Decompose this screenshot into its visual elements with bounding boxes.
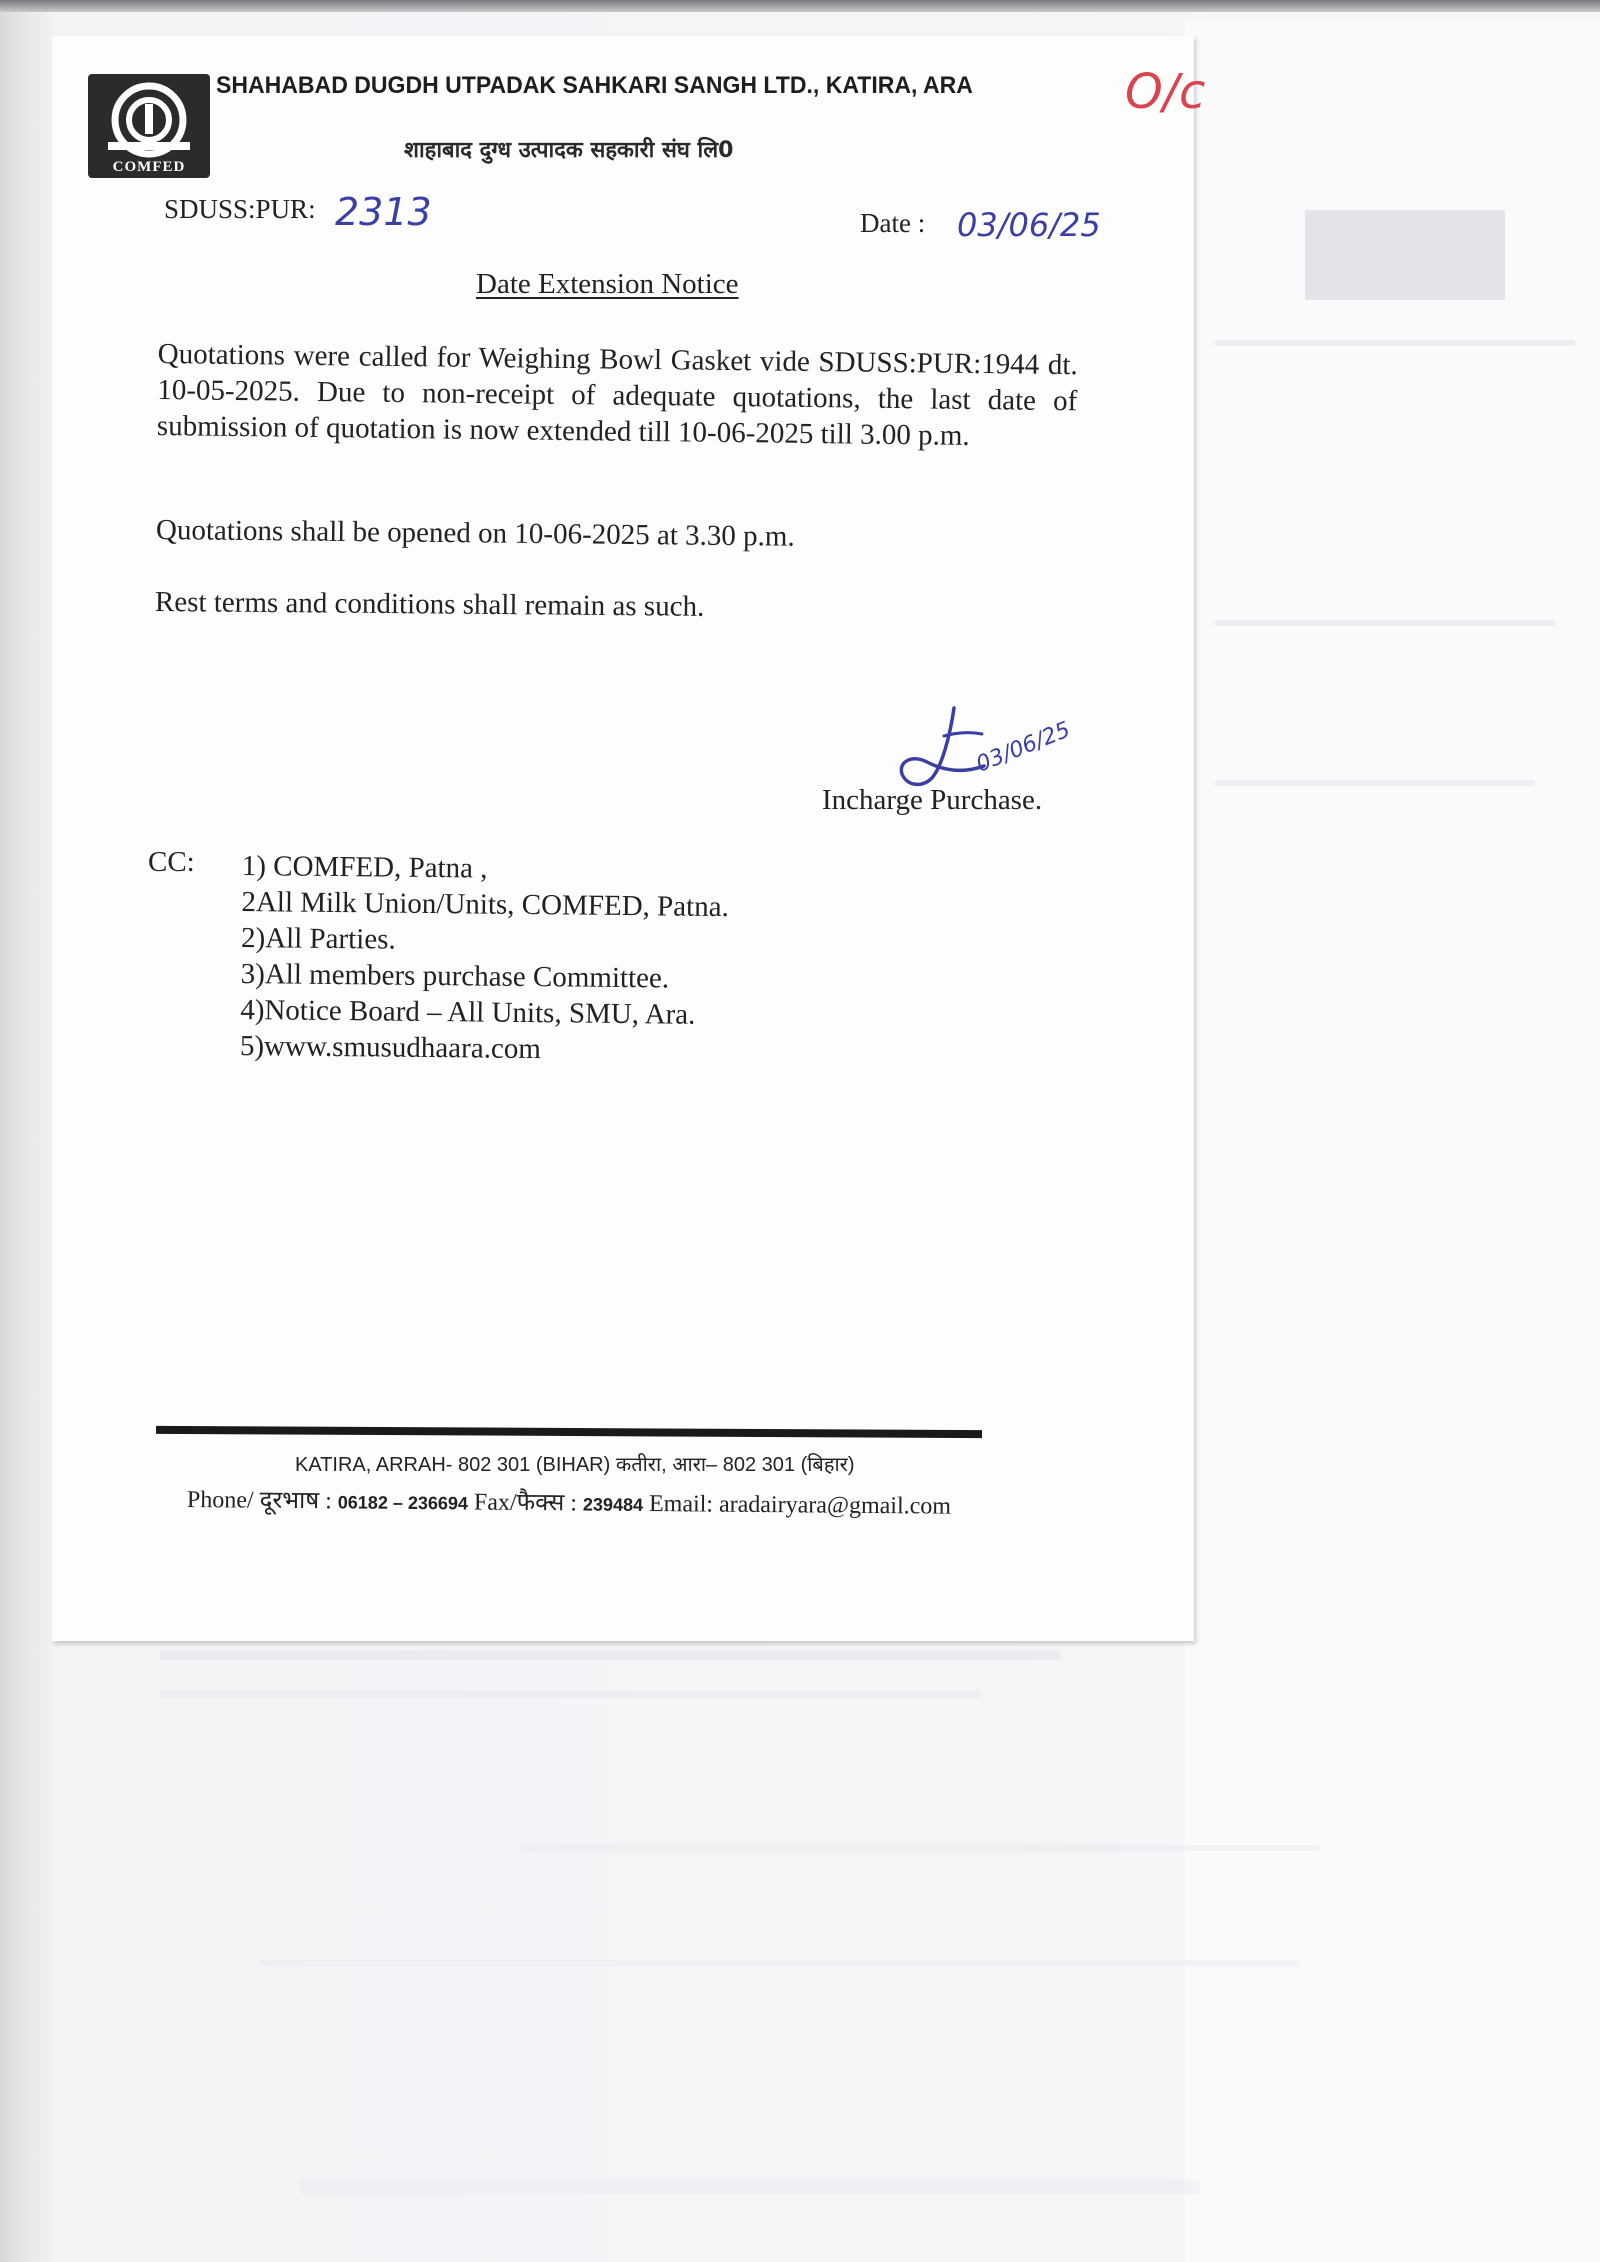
ghost-bleed-line (520, 1845, 1320, 1851)
phone-number: 06182 – 236694 (337, 1492, 469, 1514)
organization-name-hindi: शाहाबाद दुग्ध उत्पादक सहकारी संघ लि0 (404, 138, 734, 163)
cc-item: 2)All Parties. (240, 921, 396, 956)
cc-label: CC: (148, 846, 195, 878)
reference-number: 2313 (335, 190, 432, 234)
comfed-logo (88, 74, 210, 178)
footer-rule (156, 1426, 982, 1438)
cc-item: 3)All members purchase Committee. (240, 957, 670, 995)
footer-contact (187, 1482, 951, 1522)
underlying-sheet (1185, 20, 1600, 2262)
notice-document (52, 36, 1206, 1641)
ghost-bleed-line (260, 1960, 1300, 1966)
cc-item: 5)www.smusudhaara.com (239, 1029, 542, 1066)
date-label: Date : (860, 208, 926, 238)
opening-line: Quotations shall be opened on 10-06-2025 at 3.30 p.m. (155, 514, 795, 553)
scanner-top-edge (0, 0, 1600, 12)
ghost-line (1215, 340, 1575, 346)
notice-title: Date Extension Notice (476, 268, 739, 300)
terms-line: Rest terms and conditions shall remain as such. (154, 586, 705, 623)
email-address: aradairyara@gmail.com (718, 1491, 952, 1520)
reference-label: SDUSS:PUR: (164, 194, 316, 224)
signatory-designation: Incharge Purchase. (822, 784, 1043, 816)
ghost-bleed-line (160, 1690, 980, 1698)
signature-date: 03/06/25 (972, 717, 1074, 778)
cc-item: 1) COMFED, Patna , (241, 849, 488, 885)
phone-label: Phone/ दूरभाष : (186, 1487, 332, 1515)
milk-drop-emblem-icon (88, 74, 210, 160)
cc-list (240, 848, 730, 1069)
ghost-seal (1305, 210, 1505, 300)
ghost-bleed-line (160, 1650, 1060, 1660)
logo-label: COMFED (112, 159, 186, 175)
date-value: 03/06/25 (957, 206, 1101, 244)
ghost-bleed-line (300, 2180, 1200, 2194)
ghost-line (1215, 780, 1535, 786)
fax-number: 239484 (582, 1494, 644, 1515)
notice-paragraph: Quotations were called for Weighing Bowl Gasket vide SDUSS:PUR:1944 dt. 10-05-2025. Due to non-receipt of adequate quotations, the last date of submission of quotation is now extended till 10-06-2025 till 3.00 p.m. (156, 337, 1078, 452)
cc-item: 2All Milk Union/Units, COMFED, Patna. (241, 885, 729, 924)
email-label: Email: (648, 1491, 714, 1518)
ghost-line (1215, 620, 1555, 626)
cc-item: 4)Notice Board – All Units, SMU, Ara. (240, 993, 696, 1031)
handwritten-mark: O/c (1125, 64, 1206, 120)
fax-label: Fax/फैक्स : (473, 1489, 578, 1517)
organization-name: SHAHABAD DUGDH UTPADAK SAHKARI SANGH LTD., KATIRA, ARA (216, 72, 973, 99)
footer-address: KATIRA, ARRAH- 802 301 (BIHAR) कतीरा, आरा– 802 301 (बिहार) (295, 1454, 855, 1476)
